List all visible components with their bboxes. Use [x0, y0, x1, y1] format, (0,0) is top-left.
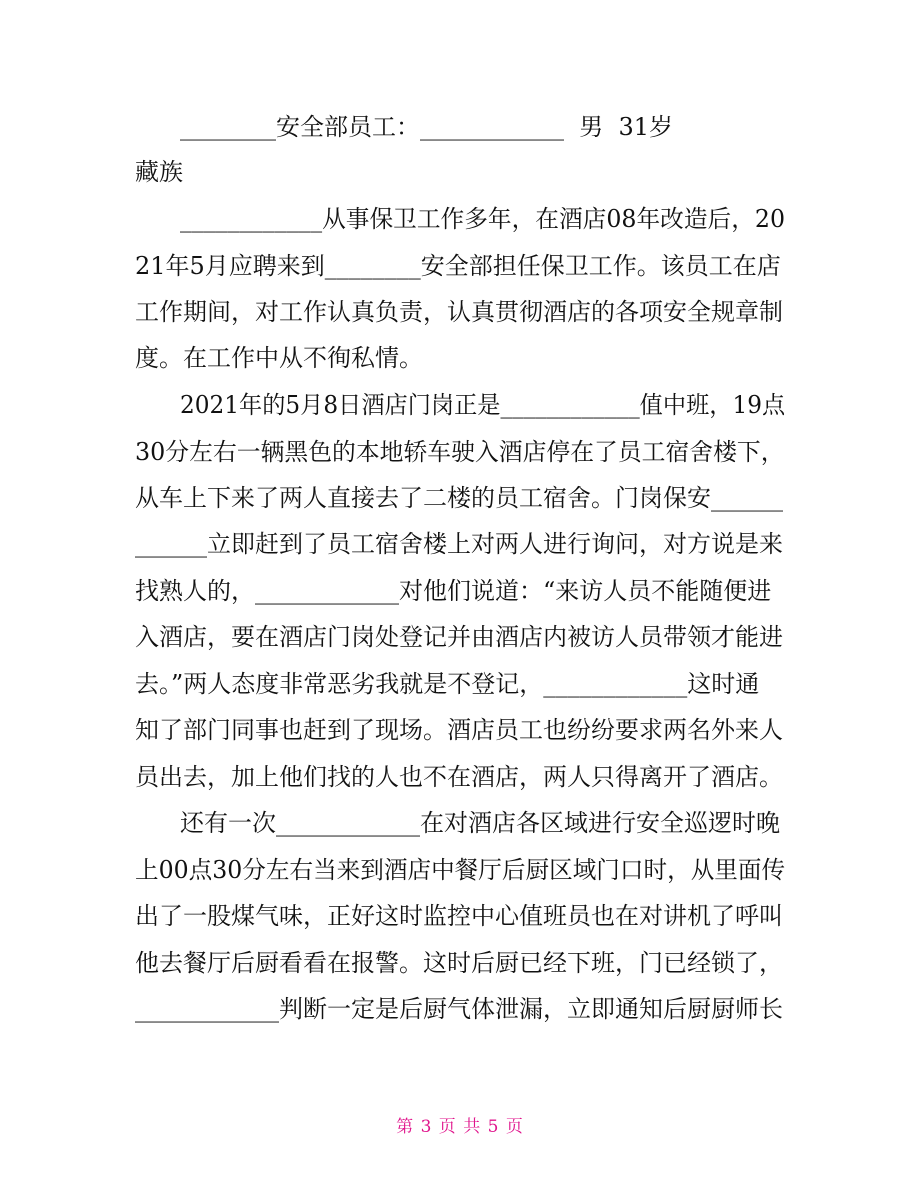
page-number-footer: 第 3 页 共 5 页 [396, 1117, 524, 1137]
text-line: ____________从事保卫工作多年，在酒店08年改造后，20 [180, 205, 786, 233]
text-line: 出了一股煤气味，正好这时监控中心值班员也在对讲机了呼叫 [135, 902, 783, 930]
text-line: 找熟人的，____________对他们说道：“来访人员不能随便进 [135, 577, 772, 605]
text-line: 度。在工作中从不徇私情。 [135, 344, 423, 372]
text-line: 藏族 [135, 158, 183, 186]
text-line: 员出去，加上他们找的人也不在酒店，两人只得离开了酒店。 [135, 763, 783, 791]
text-line: 2021年的5月8日酒店门岗正是____________值中班，19点 [180, 391, 786, 419]
text-line: 上00点30分左右当来到酒店中餐厅后厨区域门口时，从里面传 [135, 856, 786, 884]
text-line: 知了部门同事也赶到了现场。酒店员工也纷纷要求两名外来人 [135, 716, 783, 744]
text-line: 还有一次____________在对酒店各区域进行安全巡逻时晚 [180, 809, 780, 837]
text-line: 去。”两人态度非常恶劣我就是不登记，____________这时通 [135, 670, 760, 698]
text-line: 工作期间，对工作认真负责，认真贯彻酒店的各项安全规章制 [135, 298, 783, 326]
text-line: ______立即赶到了员工宿舍楼上对两人进行询问，对方说是来 [135, 530, 783, 558]
text-line: 从车上下来了两人直接去了二楼的员工宿舍。门岗保安______ [135, 484, 783, 512]
text-line: 入酒店，要在酒店门岗处登记并由酒店内被访人员带领才能进 [135, 623, 783, 651]
text-line: ________安全部员工：____________ 男 31岁 [180, 113, 674, 141]
text-line: 21年5月应聘来到________安全部担任保卫工作。该员工在店 [135, 252, 781, 280]
text-line: 他去餐厅后厨看看在报警。这时后厨已经下班，门已经锁了， [135, 949, 783, 977]
text-line: 30分左右一辆黑色的本地轿车驶入酒店停在了员工宿舍楼下， [135, 438, 785, 466]
text-line: ____________判断一定是后厨气体泄漏，立即通知后厨厨师长 [135, 995, 783, 1023]
